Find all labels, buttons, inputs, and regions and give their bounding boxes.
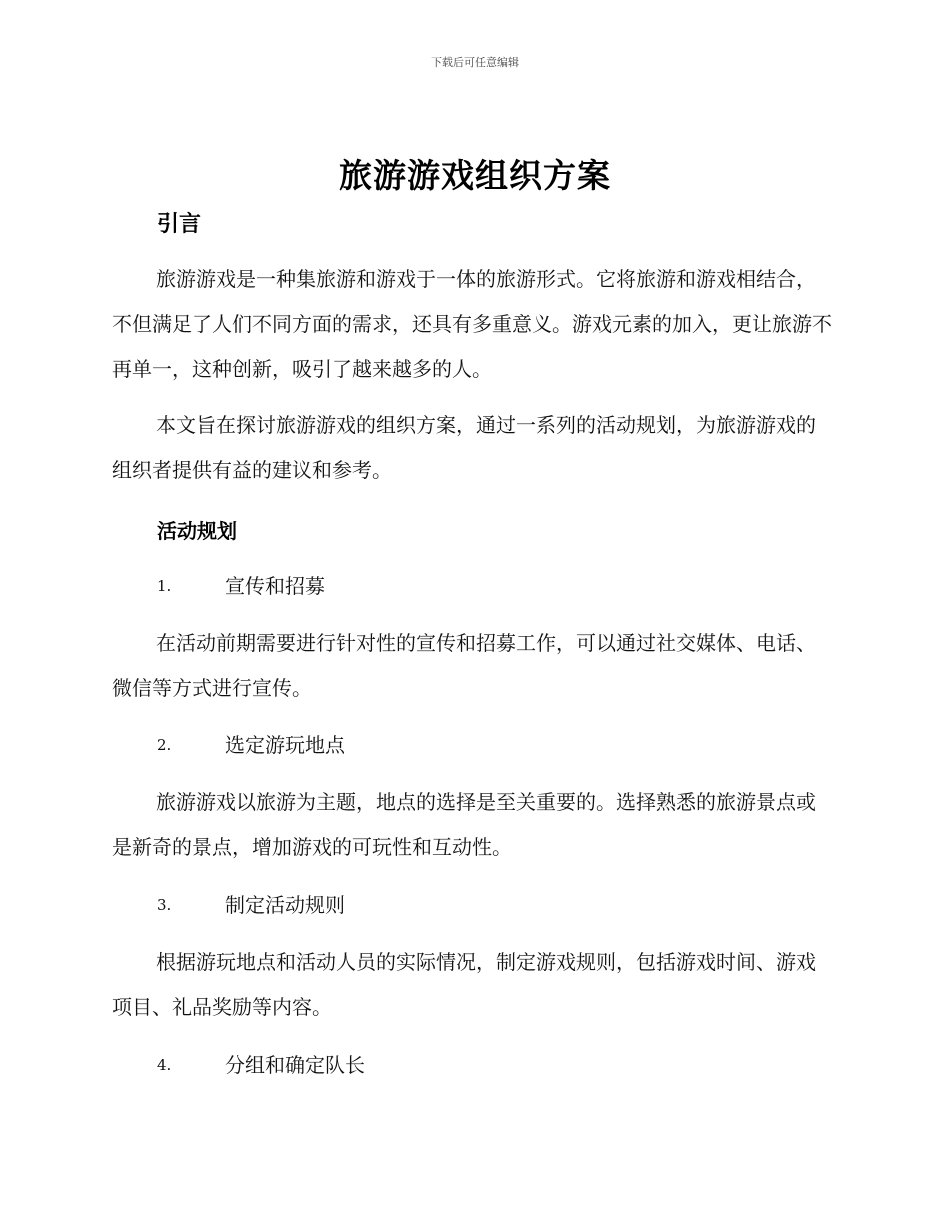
plan-item-body: 在活动前期需要进行针对性的宣传和招募工作，可以通过社交媒体、电话、微信等方式进行宣传。	[112, 631, 816, 700]
plan-item-number: 4.	[157, 1056, 172, 1074]
section-heading-plan: 活动规划	[157, 519, 237, 543]
plan-item-title: 宣传和招募	[225, 574, 325, 598]
plan-item-title: 选定游玩地点	[225, 733, 345, 757]
page-header-note: 下载后可任意编辑	[431, 56, 519, 69]
plan-item-title: 制定活动规则	[225, 893, 345, 917]
plan-item-body: 旅游游戏以旅游为主题，地点的选择是至关重要的。选择熟悉的旅游景点或是新奇的景点，增加游戏的可玩性和互动性。	[112, 790, 816, 859]
plan-item-number: 2.	[157, 736, 172, 754]
document-title: 旅游游戏组织方案	[339, 156, 611, 195]
plan-item-number: 3.	[157, 896, 172, 914]
section-heading-intro: 引言	[157, 212, 202, 237]
plan-item-number: 1.	[157, 577, 172, 595]
purpose-paragraph: 本文旨在探讨旅游游戏的组织方案，通过一系列的活动规划，为旅游游戏的组织者提供有益的建议和参考。	[112, 413, 816, 482]
plan-item-title: 分组和确定队长	[225, 1053, 365, 1077]
plan-item-body: 根据游玩地点和活动人员的实际情况，制定游戏规则，包括游戏时间、游戏项目、礼品奖励等内容。	[112, 950, 816, 1019]
intro-paragraph: 旅游游戏是一种集旅游和游戏于一体的旅游形式。它将旅游和游戏相结合，不但满足了人们不同方面的需求，还具有多重意义。游戏元素的加入，更让旅游不再单一，这种创新，吸引了越来越多的人。	[112, 267, 832, 381]
